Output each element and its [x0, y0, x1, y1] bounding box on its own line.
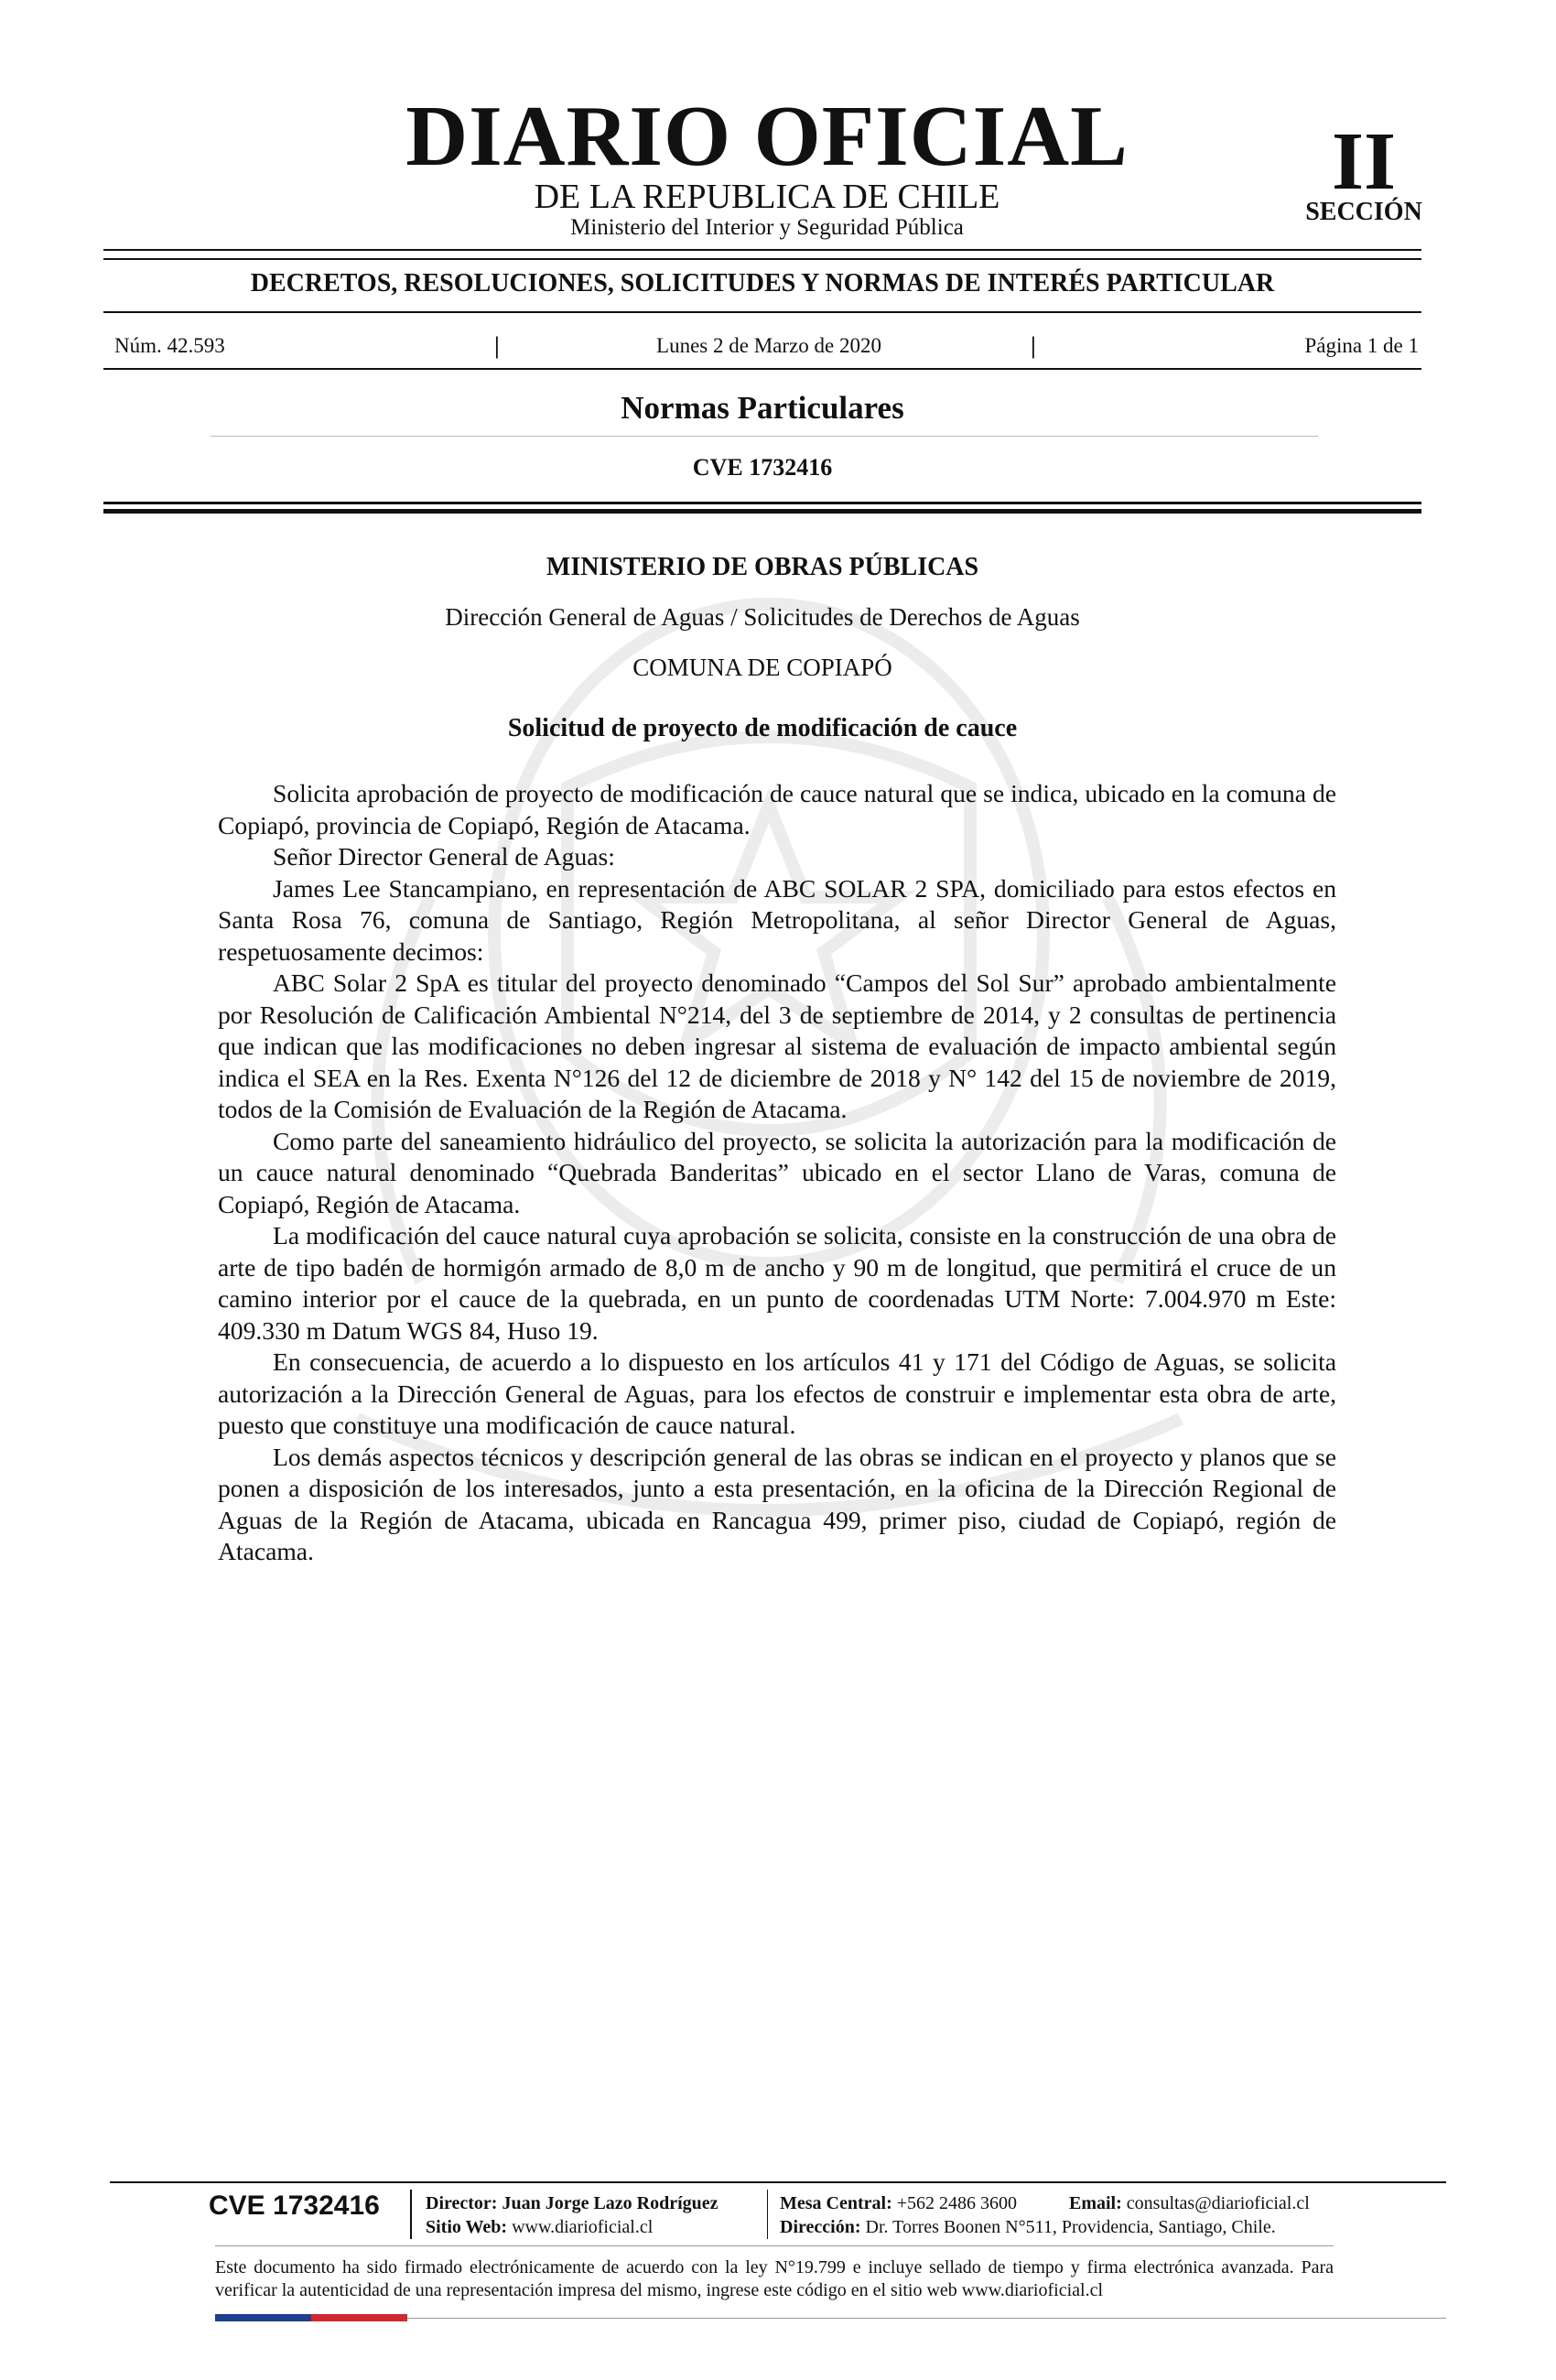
- section-number: II: [1331, 116, 1397, 207]
- commune-name: COMUNA DE COPIAPÓ: [632, 654, 892, 681]
- ministry-title: MINISTERIO DE OBRAS PÚBLICAS: [546, 553, 979, 581]
- masthead-ministry: Ministerio del Interior y Seguridad Pública: [570, 215, 964, 240]
- masthead-rule-2: [103, 258, 1421, 260]
- website-link[interactable]: www.diarioficial.cl: [512, 2217, 654, 2237]
- footer-address: [780, 2218, 1276, 2236]
- email-label: Email:: [1069, 2193, 1122, 2213]
- phone-number: +562 2486 3600: [896, 2193, 1018, 2213]
- address-text: Dr. Torres Boonen N°511, Providencia, Santiago, Chile.: [865, 2217, 1276, 2237]
- footer-divider: [410, 2190, 412, 2239]
- request-title: Solicitud de proyecto de modificación de cauce: [507, 714, 1018, 742]
- footer-rule: [110, 2181, 1446, 2183]
- footer-website: [426, 2218, 653, 2236]
- flag-bar-red: [311, 2314, 407, 2321]
- website-label: Sitio Web:: [426, 2217, 508, 2237]
- director-label: Director:: [426, 2193, 498, 2213]
- body-paragraph: James Lee Stancampiano, en representación de ABC SOLAR 2 SPA, domiciliado para estos efectos en Santa Rosa 76, comuna de Santiago, Región Metropolitana, al señor Director General de Aguas, respetuosamente decimos:: [218, 873, 1336, 966]
- document-body: [218, 778, 1336, 1568]
- footer-divider: [767, 2190, 768, 2239]
- flag-bar-line: [407, 2318, 1446, 2319]
- footer-email: [1069, 2194, 1310, 2212]
- masthead-rule: [103, 249, 1421, 251]
- info-divider: |: [494, 332, 500, 359]
- cve-rule: [103, 502, 1421, 504]
- category-title: Normas Particulares: [621, 390, 904, 426]
- director-name: Juan Jorge Lazo Rodríguez: [502, 2193, 719, 2213]
- page-indicator: Página 1 de 1: [1304, 334, 1419, 357]
- document-subheading: Dirección General de Aguas / Solicitudes de Derechos de Aguas: [445, 603, 1080, 631]
- heading-rule: [103, 311, 1421, 313]
- body-paragraph: Solicita aprobación de proyecto de modificación de cauce natural que se indica, ubicado en la comuna de Copiapó, provincia de Copiapó, Región de Atacama.: [218, 779, 1336, 839]
- body-paragraph: ABC Solar 2 SpA es titular del proyecto denominado “Campos del Sol Sur” aprobado ambientalmente por Resolución de Calificación Ambiental N°214, del 3 de septiembre de 2014, y 2 consultas de pertinencia que indican que las modificaciones no deben ingresar al sistema de evaluación de impacto ambiental según indica el SEA en la Res. Exenta N°126 del 12 de diciembre de 2018 y N° 142 del 15 de noviembre de 2019, todos de la Comisión de Evaluación de la Región de Atacama.: [218, 968, 1336, 1123]
- cve-rule-thick: [103, 509, 1421, 514]
- issue-number: Núm. 42.593: [114, 334, 225, 357]
- info-divider: |: [1031, 332, 1036, 359]
- section-label: SECCIÓN: [1305, 198, 1422, 226]
- category-rule: [211, 436, 1318, 437]
- footer-director: [426, 2194, 719, 2212]
- body-paragraph: La modificación del cauce natural cuya aprobación se solicita, consiste en la construcción de una obra de arte de tipo badén de hormigón armado de 8,0 m de ancho y 90 m de longitud, que permitirá el cruce de un camino interior por el cauce de la quebrada, en un punto de coordenadas UTM Norte: 7.004.970 m Este: 409.330 m Datum WGS 84, Huso 19.: [218, 1221, 1336, 1345]
- footer-phone: [780, 2194, 1017, 2212]
- body-paragraph: Señor Director General de Aguas:: [273, 842, 615, 871]
- masthead-title: DIARIO OFICIAL: [405, 89, 1129, 184]
- info-rule: [103, 368, 1421, 370]
- flag-bar-blue: [215, 2314, 311, 2321]
- footer-cve-code: CVE 1732416: [209, 2191, 380, 2221]
- issue-date: Lunes 2 de Marzo de 2020: [656, 334, 881, 357]
- footer-thin-rule: [215, 2245, 1334, 2246]
- email-link[interactable]: consultas@diarioficial.cl: [1126, 2193, 1310, 2213]
- address-label: Dirección:: [780, 2217, 861, 2237]
- body-paragraph: Como parte del saneamiento hidráulico del proyecto, se solicita la autorización para la modificación de un cauce natural denominado “Quebrada Banderitas” ubicado en el sector Llano de Varas, comuna de Copiapó, Región de Atacama.: [218, 1126, 1336, 1218]
- body-paragraph: En consecuencia, de acuerdo a lo dispuesto en los artículos 41 y 171 del Código de Aguas, se solicita autorización a la Dirección General de Aguas, para los efectos de construir e implementar esta obra de arte, puesto que constituye una modificación de cauce natural.: [218, 1347, 1336, 1439]
- section-heading: DECRETOS, RESOLUCIONES, SOLICITUDES Y NORMAS DE INTERÉS PARTICULAR: [250, 269, 1275, 298]
- masthead-subtitle: DE LA REPUBLICA DE CHILE: [534, 178, 1000, 216]
- footer-disclaimer: Este documento ha sido firmado electrónicamente de acuerdo con la ley N°19.799 e incluye sellado de tiempo y firma electrónica avanzada. Para verificar la autenticidad de una representación impresa del mismo, ingrese este código en el sitio web www.diarioficial.cl: [215, 2257, 1334, 2300]
- body-paragraph: Los demás aspectos técnicos y descripción general de las obras se indican en el proyecto y planos que se ponen a disposición de los interesados, junto a esta presentación, en la oficina de la Dirección Regional de Aguas de la Región de Atacama, ubicada en Rancagua 499, primer piso, ciudad de Copiapó, región de Atacama.: [218, 1442, 1336, 1565]
- cve-code: CVE 1732416: [692, 454, 833, 481]
- phone-label: Mesa Central:: [780, 2193, 892, 2213]
